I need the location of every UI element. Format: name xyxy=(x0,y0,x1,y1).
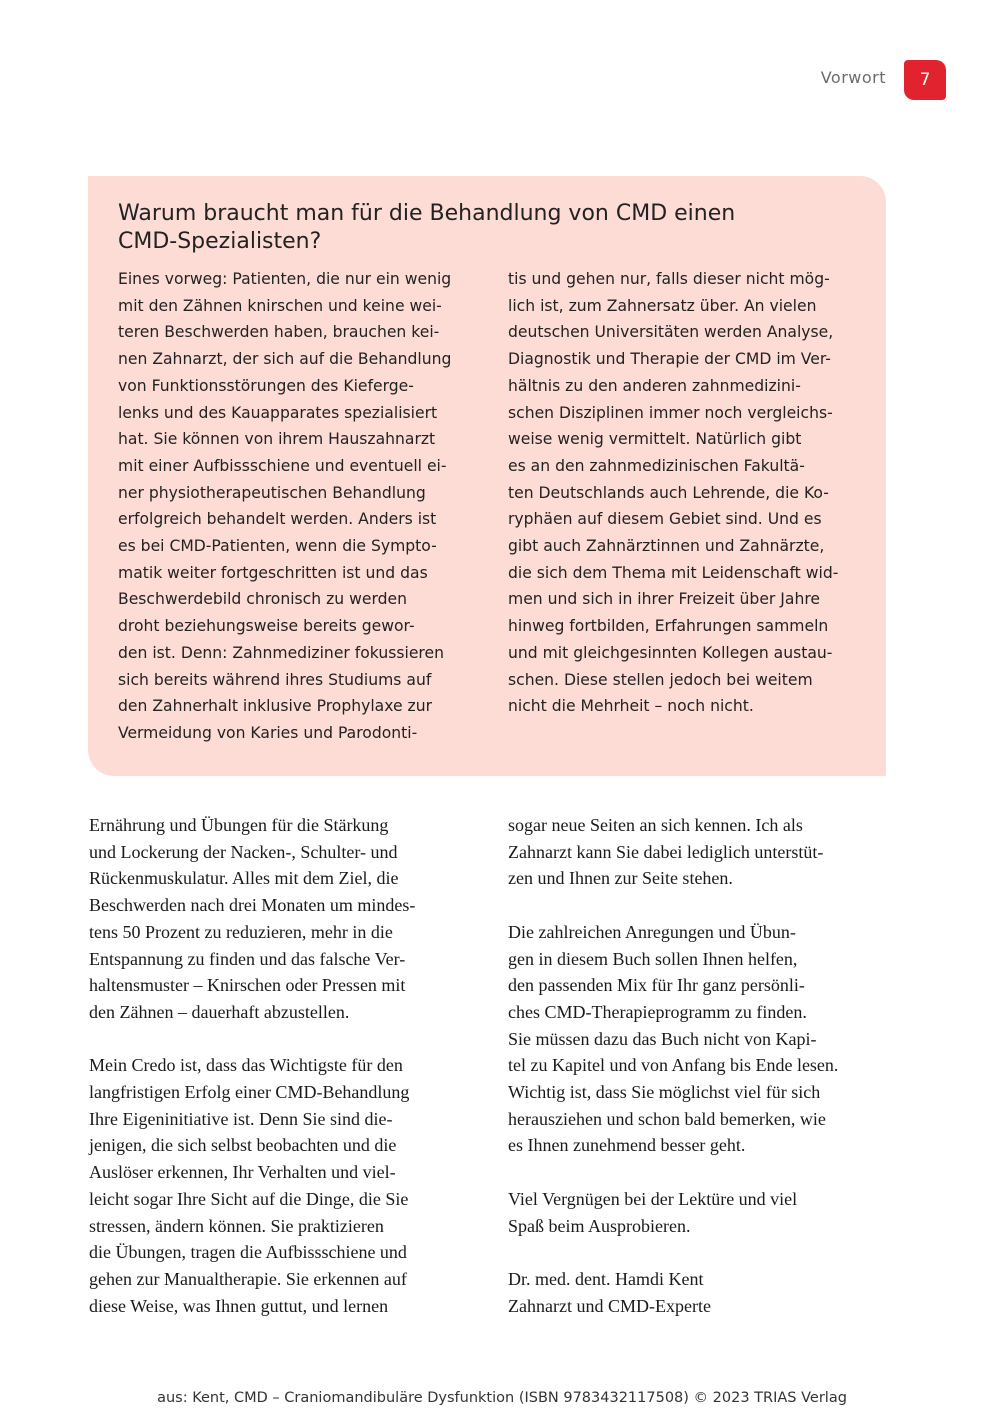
text-line: die Übungen, tragen die Aufbissschiene und xyxy=(89,1242,407,1263)
text-line: Auslöser erkennen, Ihr Verhalten und viel- xyxy=(89,1162,396,1183)
text-line: men und sich in ihrer Freizeit über Jahre xyxy=(508,590,820,609)
text-line: lenks und des Kauapparates spezialisiert xyxy=(118,403,438,422)
text-line: gibt auch Zahnärztinnen und Zahnärzte, xyxy=(508,537,825,556)
info-box-right-column xyxy=(508,266,880,720)
text-line: Sie müssen dazu das Buch nicht von Kapi- xyxy=(508,1028,817,1049)
text-line: schen Disziplinen immer noch vergleichs- xyxy=(508,403,833,422)
text-line: es bei CMD-Patienten, wenn die Sympto- xyxy=(118,537,437,556)
text-line: Zahnarzt kann Sie dabei lediglich unterstüt- xyxy=(508,841,824,862)
paragraph-gap xyxy=(508,1159,898,1186)
text-line: Viel Vergnügen bei der Lektüre und viel xyxy=(508,1188,798,1209)
paragraph xyxy=(89,812,479,1026)
info-box-left-column xyxy=(118,266,490,747)
text-line: mit einer Aufbissschiene und eventuell ei- xyxy=(118,456,447,475)
text-line: es an den zahnmedizinischen Fakultä- xyxy=(508,456,805,475)
text-line: mit den Zähnen knirschen und keine wei- xyxy=(118,296,442,315)
paragraph xyxy=(89,1052,479,1319)
text-line: tel zu Kapitel und von Anfang bis Ende lesen. xyxy=(508,1055,839,1076)
text-line: Rückenmuskulatur. Alles mit dem Ziel, die xyxy=(89,868,399,889)
text-line: haltensmuster – Knirschen oder Pressen mit xyxy=(89,975,406,996)
text-line: den Zahnerhalt inklusive Prophylaxe zur xyxy=(118,697,433,716)
text-line: jenigen, die sich selbst beobachten und die xyxy=(89,1135,397,1156)
section-title: Vorwort xyxy=(820,68,886,87)
paragraph-gap xyxy=(508,892,898,919)
paragraph xyxy=(508,812,898,892)
text-line: Zahnarzt und CMD-Experte xyxy=(508,1295,711,1316)
text-line: hinweg fortbilden, Erfahrungen sammeln xyxy=(508,617,829,636)
text-line: Diagnostik und Therapie der CMD im Ver- xyxy=(508,350,831,369)
text-line: gen in diesem Buch sollen Ihnen helfen, xyxy=(508,948,798,969)
text-line: tis und gehen nur, falls dieser nicht mög- xyxy=(508,270,830,288)
text-line: droht beziehungsweise bereits gewor- xyxy=(118,617,415,636)
text-line: Dr. med. dent. Hamdi Kent xyxy=(508,1268,704,1289)
title-line: Warum braucht man für die Behandlung von CMD einen xyxy=(118,201,736,226)
text-line: von Funktionsstörungen des Kieferge- xyxy=(118,376,414,395)
text-line: Mein Credo ist, dass das Wichtigste für den xyxy=(89,1055,403,1076)
text-line: gehen zur Manualtherapie. Sie erkennen auf xyxy=(89,1268,407,1289)
text-line: matik weiter fortgeschritten ist und das xyxy=(118,563,428,582)
text-line: deutschen Universitäten werden Analyse, xyxy=(508,323,834,342)
text-line: weise wenig vermittelt. Natürlich gibt xyxy=(508,430,802,449)
text-line: ten Deutschlands auch Lehrende, die Ko- xyxy=(508,483,829,502)
info-box-title xyxy=(118,200,818,256)
text-line: tens 50 Prozent zu reduzieren, mehr in die xyxy=(89,921,393,942)
text-line: schen. Diese stellen jedoch bei weitem xyxy=(508,670,813,689)
footer-citation: aus: Kent, CMD – Craniomandibuläre Dysfunktion (ISBN 9783432117508) © 2023 TRIAS Verlag xyxy=(157,1390,847,1406)
text-line: den Zähnen – dauerhaft abzustellen. xyxy=(89,1001,350,1022)
text-line: Beschwerdebild chronisch zu werden xyxy=(118,590,407,609)
text-line: sich bereits während ihres Studiums auf xyxy=(118,670,432,689)
text-line: den ist. Denn: Zahnmediziner fokussieren xyxy=(118,643,444,662)
text-line: Wichtig ist, dass Sie möglichst viel für sich xyxy=(508,1082,821,1103)
text-line: zen und Ihnen zur Seite stehen. xyxy=(508,868,733,889)
text-line: Eines vorweg: Patienten, die nur ein wenig xyxy=(118,270,452,288)
text-line: leicht sogar Ihre Sicht auf die Dinge, die Sie xyxy=(89,1188,409,1209)
text-line: herausziehen und schon bald bemerken, wie xyxy=(508,1108,826,1129)
text-line: und mit gleichgesinnten Kollegen austau- xyxy=(508,643,833,662)
text-line: stressen, ändern können. Sie praktizieren xyxy=(89,1215,384,1236)
text-line: Ihre Eigeninitiative ist. Denn Sie sind die- xyxy=(89,1108,393,1129)
text-line: nen Zahnarzt, der sich auf die Behandlung xyxy=(118,350,452,369)
text-line: diese Weise, was Ihnen guttut, und lernen xyxy=(89,1295,389,1316)
text-line: die sich dem Thema mit Leidenschaft wid- xyxy=(508,563,839,582)
text-line: ner physiotherapeutischen Behandlung xyxy=(118,483,426,502)
paragraph xyxy=(508,919,898,1159)
text-line: erfolgreich behandelt werden. Anders ist xyxy=(118,510,437,529)
text-line: ryphäen auf diesem Gebiet sind. Und es xyxy=(508,510,822,529)
text-line: Die zahlreichen Anregungen und Übun- xyxy=(508,921,796,942)
text-line: Ernährung und Übungen für die Stärkung xyxy=(89,815,389,835)
text-line: Entspannung zu finden und das falsche Ver- xyxy=(89,948,406,969)
text-line: den passenden Mix für Ihr ganz persönli- xyxy=(508,975,805,996)
text-line: hat. Sie können von ihrem Hauszahnarzt xyxy=(118,430,436,449)
text-line: nicht die Mehrheit – noch nicht. xyxy=(508,697,754,716)
text-line: und Lockerung der Nacken-, Schulter- und xyxy=(89,841,398,862)
text-line: sogar neue Seiten an sich kennen. Ich als xyxy=(508,815,803,835)
paragraph-gap xyxy=(89,1026,479,1053)
info-box xyxy=(88,176,886,776)
paragraph xyxy=(508,1266,898,1319)
text-line: Beschwerden nach drei Monaten um mindes- xyxy=(89,895,416,916)
text-line: lich ist, zum Zahnersatz über. An vielen xyxy=(508,296,817,315)
text-line: langfristigen Erfolg einer CMD-Behandlung xyxy=(89,1082,410,1103)
text-line: ches CMD-Therapieprogramm zu finden. xyxy=(508,1001,807,1022)
page-number-badge: 7 xyxy=(904,60,946,100)
text-line: Spaß beim Ausprobieren. xyxy=(508,1215,691,1236)
text-line: teren Beschwerden haben, brauchen kei- xyxy=(118,323,440,342)
text-line: es Ihnen zunehmend besser geht. xyxy=(508,1135,746,1156)
body-right-column xyxy=(508,812,898,1319)
body-left-column xyxy=(89,812,479,1319)
paragraph-gap xyxy=(508,1239,898,1266)
paragraph xyxy=(508,1186,898,1239)
text-line: hältnis zu den anderen zahnmedizini- xyxy=(508,376,801,395)
title-line: CMD-Spezialisten? xyxy=(118,229,322,254)
text-line: Vermeidung von Karies und Parodonti- xyxy=(118,723,418,742)
